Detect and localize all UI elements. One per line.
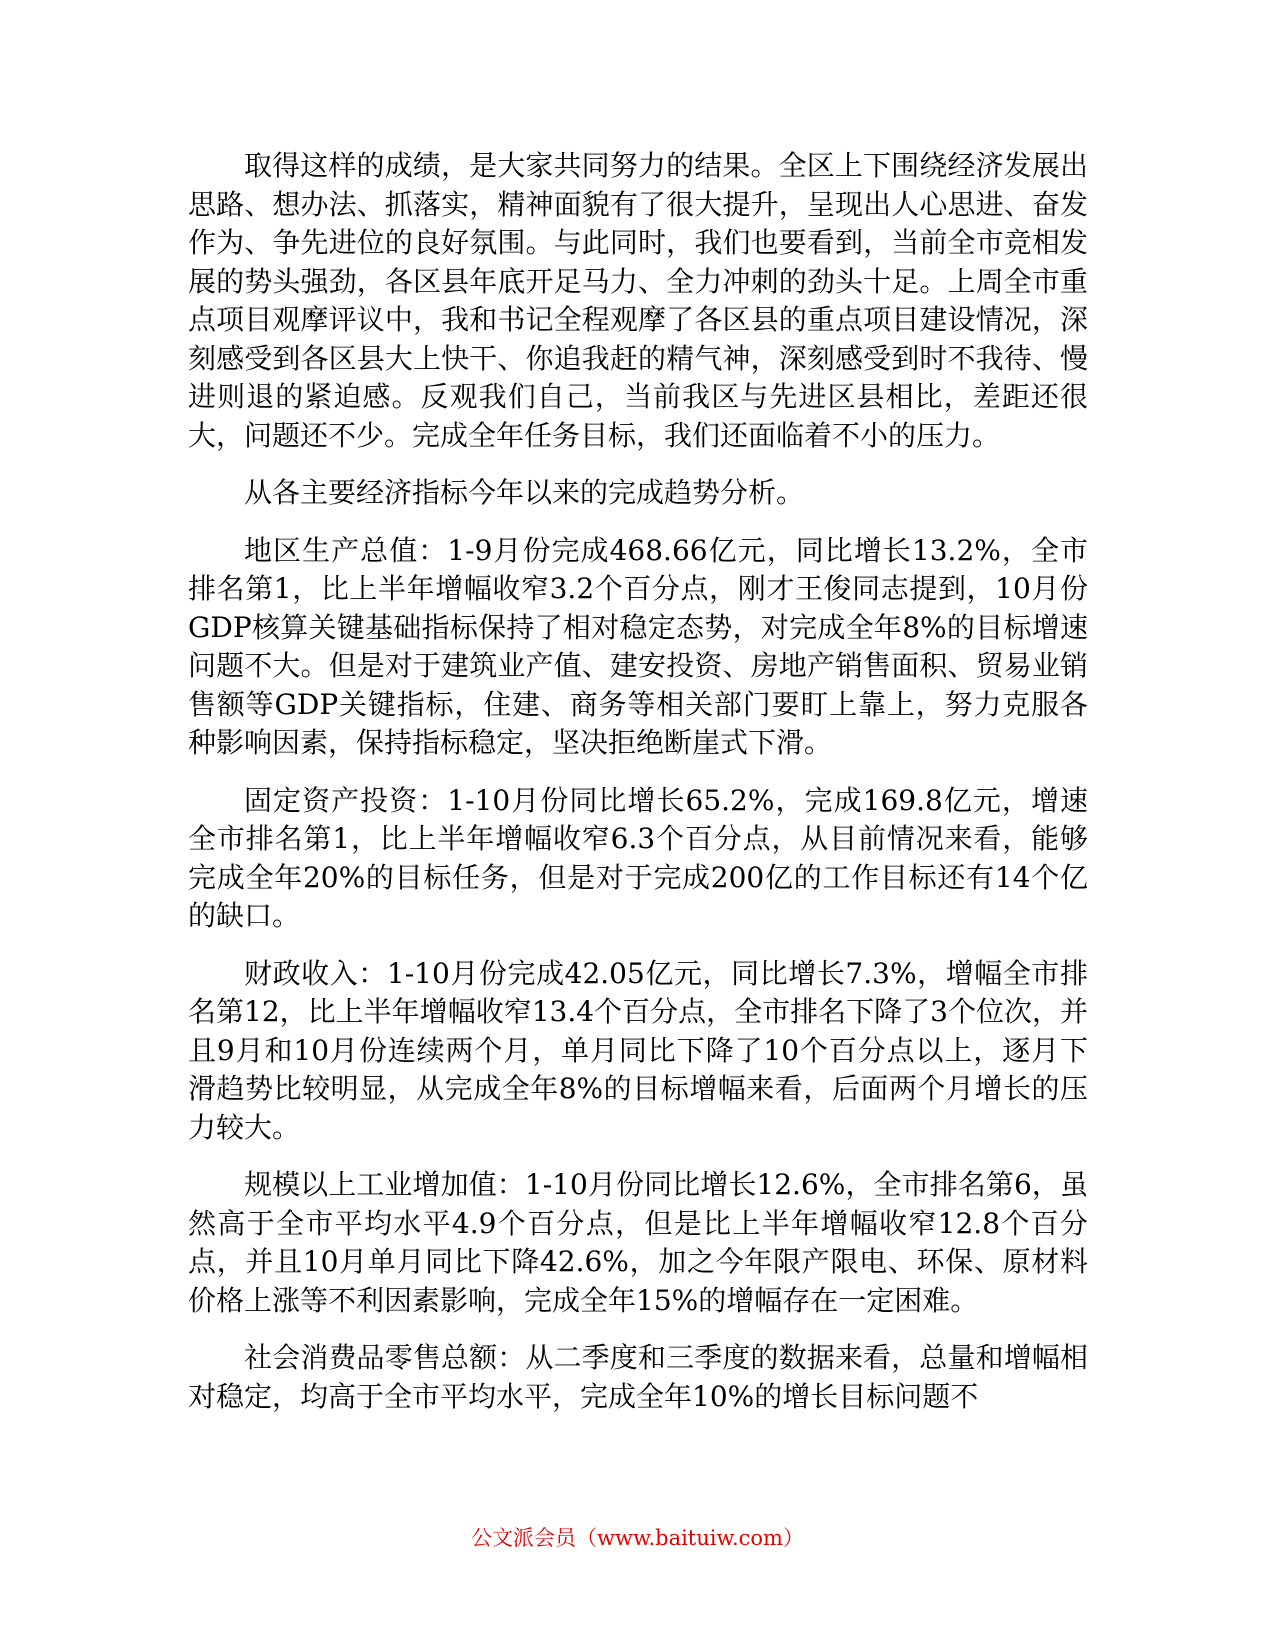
paragraph-retail-sales: 社会消费品零售总额：从二季度和三季度的数据来看，总量和增幅相对稳定，均高于全市平均水平，完成全年10%的增长目标问题不: [188, 1341, 1088, 1413]
paragraph-industrial-value: 规模以上工业增加值：1-10月份同比增长12.6%，全市排名第6，虽然高于全市平均水平4.9个百分点，但是比上半年增幅收窄12.8个百分点，并且10月单月同比下降42.6%，加之今年限产限电、环保、原材料价格上涨等不利因素影响，完成全年15%的增幅存在一定困难。: [188, 1168, 1088, 1317]
paragraph-fiscal-revenue: 财政收入：1-10月份完成42.05亿元，同比增长7.3%，增幅全市排名第12，比上半年增幅收窄13.4个百分点，全市排名下降了3个位次，并且9月和10月份连续两个月，单月同比下降了10个百分点以上，逐月下滑趋势比较明显，从完成全年8%的目标增幅来看，后面两个月增长的压力较大。: [188, 956, 1088, 1144]
document-body: [188, 147, 1088, 1416]
paragraph-fixed-investment: 固定资产投资：1-10月份同比增长65.2%，完成169.8亿元，增速全市排名第1，比上半年增幅收窄6.3个百分点，从目前情况来看，能够完成全年20%的目标任务，但是对于完成200亿的工作目标还有14个亿的缺口。: [188, 783, 1088, 932]
paragraph-gdp: 地区生产总值：1-9月份完成468.66亿元，同比增长13.2%，全市排名第1，比上半年增幅收窄3.2个百分点，刚才王俊同志提到，10月份GDP核算关键基础指标保持了相对稳定态势，对完成全年8%的目标增速问题不大。但是对于建筑业产值、建安投资、房地产销售面积、贸易业销售额等GDP关键指标，住建、商务等相关部门要盯上靠上，努力克服各种影响因素，保持指标稳定，坚决拒绝断崖式下滑。: [188, 533, 1088, 759]
paragraph-trend-intro: 从各主要经济指标今年以来的完成趋势分析。: [244, 476, 805, 509]
paragraph-achievement: 取得这样的成绩，是大家共同努力的结果。全区上下围绕经济发展出思路、想办法、抓落实，精神面貌有了很大提升，呈现出人心思进、奋发作为、争先进位的良好氛围。与此同时，我们也要看到，当前全市竞相发展的势头强劲，各区县年底开足马力、全力冲刺的劲头十足。上周全市重点项目观摩评议中，我和书记全程观摩了各区县的重点项目建设情况，深刻感受到各区县大上快干、你追我赶的精气神，深刻感受到时不我待、慢进则退的紧迫感。反观我们自己，当前我区与先进区县相比，差距还很大，问题还不少。完成全年任务目标，我们还面临着不小的压力。: [188, 149, 1088, 452]
footer-watermark: 公文派会员（www.baituiw.com）: [471, 1526, 804, 1550]
